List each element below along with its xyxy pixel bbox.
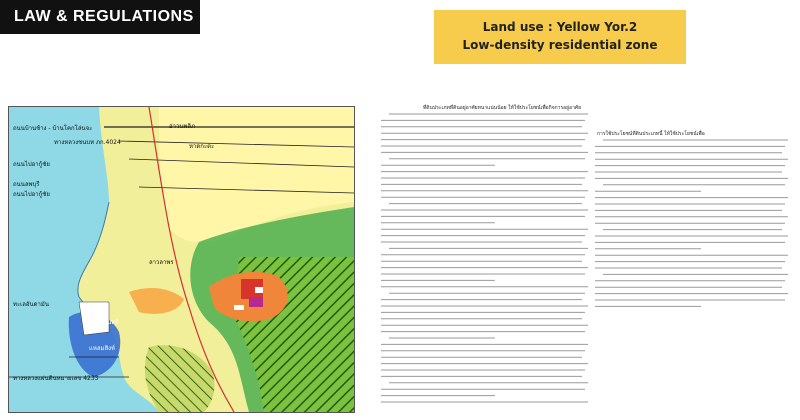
map-label-singh-cape: แหลมสิงห์ [89,345,116,352]
map-label-surin-beach: หาดสุรินทร์ [89,319,119,326]
document-right-header: การใช้ประโยชน์ที่ดินประเภทนี้ ให้ใช้ประโยชน์เพื่อ [597,131,705,137]
regulation-document [363,100,791,412]
map-label-andaman-sea: ทะเลอันดามัน [13,301,49,308]
document-left-header: ที่ดินประเภทที่ดินอยู่อาศัยหนาแน่นน้อย ให้ใช้ประโยชน์เพื่อกิจการอยู่อาศัย [423,105,582,111]
map-label-highway-4233: ทางหลวงแผ่นดินหมายเลข 4233 [13,375,99,382]
map-label-road-4: ถนนไปอากู้ชัย [13,191,50,198]
zone-description: Low-density residential zone [462,38,658,52]
map-label-area: ลาวลาพร [149,259,174,266]
map-label-kata-beach: หาดกะตะ [189,143,215,150]
land-use-map [8,106,355,413]
page-title: LAW & REGULATIONS [0,0,200,34]
map-label-highway-4024: ทางหลวงชนบท ภก.4024 [54,139,121,146]
zone-info-box [434,10,686,64]
document-text-lines [363,100,791,412]
map-graphic [9,107,354,412]
map-label-road-1: ถนนบ้านช้าง - บ้านโคกโล่นจะ [13,125,93,132]
map-label-road-2: ถนนไปอากู้ชัย [13,161,50,168]
map-label-road-3: ถนนลพบุรี [13,181,40,188]
map-label-bay: อ่าวนพลิภ [169,123,196,130]
zone-land-use-label: Land use : Yellow Yor.2 [482,20,638,34]
